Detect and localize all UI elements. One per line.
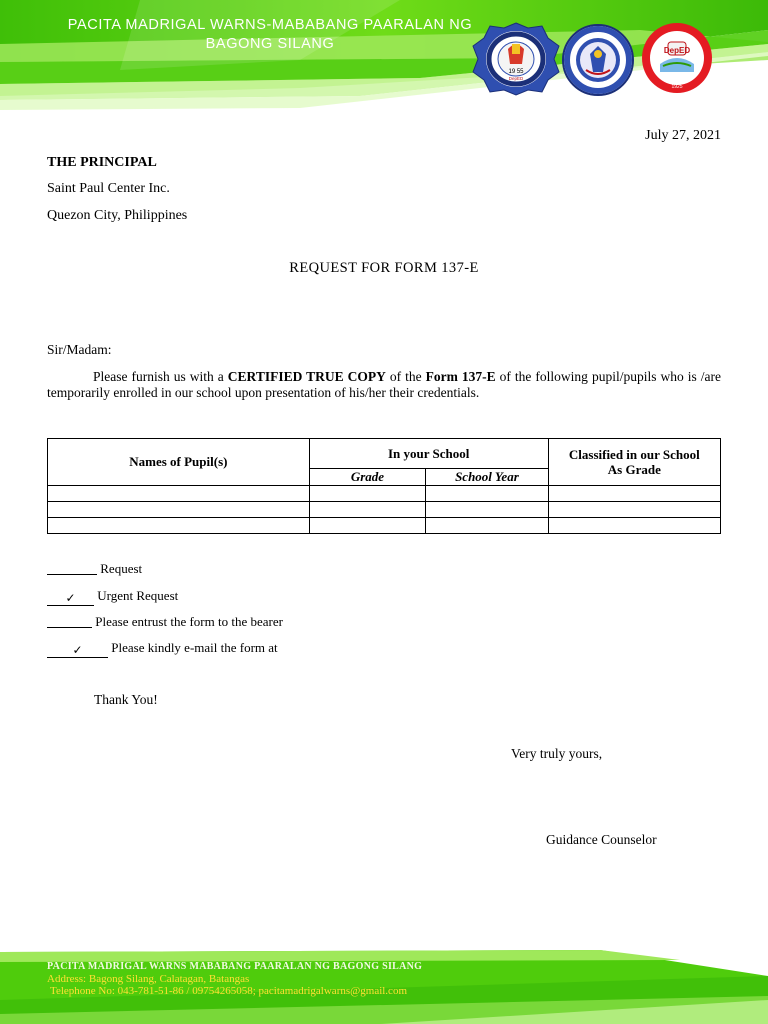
option-blank[interactable] (47, 561, 97, 575)
addressee-organization: Saint Paul Center Inc. (47, 181, 170, 196)
seal-brand-text: DepED (508, 76, 524, 81)
table-cell[interactable] (548, 502, 720, 518)
school-name-line-1: PACITA MADRIGAL WARNS-MABABANG PAARALAN NG (67, 17, 473, 33)
seal-year-text: 1925 (671, 84, 683, 90)
table-cell[interactable] (48, 502, 310, 518)
option-label: Request (97, 561, 143, 576)
header-classified (548, 439, 720, 486)
option-checkmark[interactable]: ✓ (47, 644, 108, 658)
para-text: of the (385, 369, 426, 384)
footer-address: Address: Bagong Silang, Calatagan, Batangas (47, 973, 250, 985)
para-text: of the following pupil/pupils who is /are temporarily enrolled in our school upon presentation of his/her their credentials. (47, 369, 721, 400)
table-row (48, 502, 721, 518)
option-request (47, 561, 142, 577)
school-name-line-2: BAGONG SILANG (205, 36, 335, 52)
header-school-year: School Year (426, 469, 548, 486)
table-cell[interactable] (309, 486, 426, 502)
footer-school-name: PACITA MADRIGAL WARNS MABABANG PAARALAN NG BAGONG SILANG (47, 961, 423, 972)
letterhead (0, 0, 768, 120)
pupils-table (47, 438, 721, 534)
table-cell[interactable] (48, 518, 310, 534)
para-bold-text: Form 137-E (425, 369, 496, 384)
thanks-text: Thank You! (94, 692, 158, 707)
table-cell[interactable] (426, 486, 548, 502)
table-cell[interactable] (548, 486, 720, 502)
table-cell[interactable] (48, 486, 310, 502)
option-entrust-bearer (47, 614, 283, 630)
header-classified-line-1: Classified in our School (568, 447, 700, 462)
option-urgent-request (47, 588, 178, 606)
table-cell[interactable] (426, 518, 548, 534)
addressee: THE PRINCIPAL (47, 155, 157, 170)
option-label: Urgent Request (94, 588, 179, 603)
letter-footer (0, 940, 768, 1024)
table-cell[interactable] (426, 502, 548, 518)
header-grade: Grade (309, 469, 426, 486)
request-paragraph (47, 369, 721, 401)
option-label: Please kindly e-mail the form at (108, 640, 278, 655)
deped-division-seal-icon (638, 22, 716, 94)
deped-kagawaran-seal-icon (562, 24, 634, 96)
letter-title: REQUEST FOR FORM 137-E (289, 260, 479, 276)
para-bold-text: CERTIFIED TRUE COPY (227, 369, 386, 384)
header-in-your-school: In your School (309, 439, 548, 469)
table-cell[interactable] (548, 518, 720, 534)
salutation: Sir/Madam: (47, 342, 112, 357)
seal-year-text: 19 55 (508, 69, 524, 75)
header-classified-line-2: As Grade (607, 462, 661, 477)
seal-brand-text: DepED (663, 46, 691, 55)
school-name (40, 16, 500, 54)
table-row (48, 518, 721, 534)
para-text: Please furnish us with a (93, 369, 228, 384)
option-blank[interactable] (47, 614, 92, 628)
option-email-form (47, 640, 278, 658)
signatory-title: Guidance Counselor (546, 832, 657, 847)
table-row (48, 486, 721, 502)
table-cell[interactable] (309, 518, 426, 534)
footer-telephone: Telephone No: 043-781-51-86 / 09754265058; pacitamadrigalwarns@gmail.com (50, 985, 408, 997)
header-names: Names of Pupil(s) (48, 439, 310, 486)
option-label: Please entrust the form to the bearer (92, 614, 283, 629)
sign-off: Very truly yours, (511, 746, 603, 761)
addressee-city: Quezon City, Philippines (47, 208, 188, 223)
letter-date: July 27, 2021 (645, 128, 721, 143)
table-cell[interactable] (309, 502, 426, 518)
option-checkmark[interactable]: ✓ (47, 592, 94, 606)
school-seal-icon (472, 22, 560, 96)
